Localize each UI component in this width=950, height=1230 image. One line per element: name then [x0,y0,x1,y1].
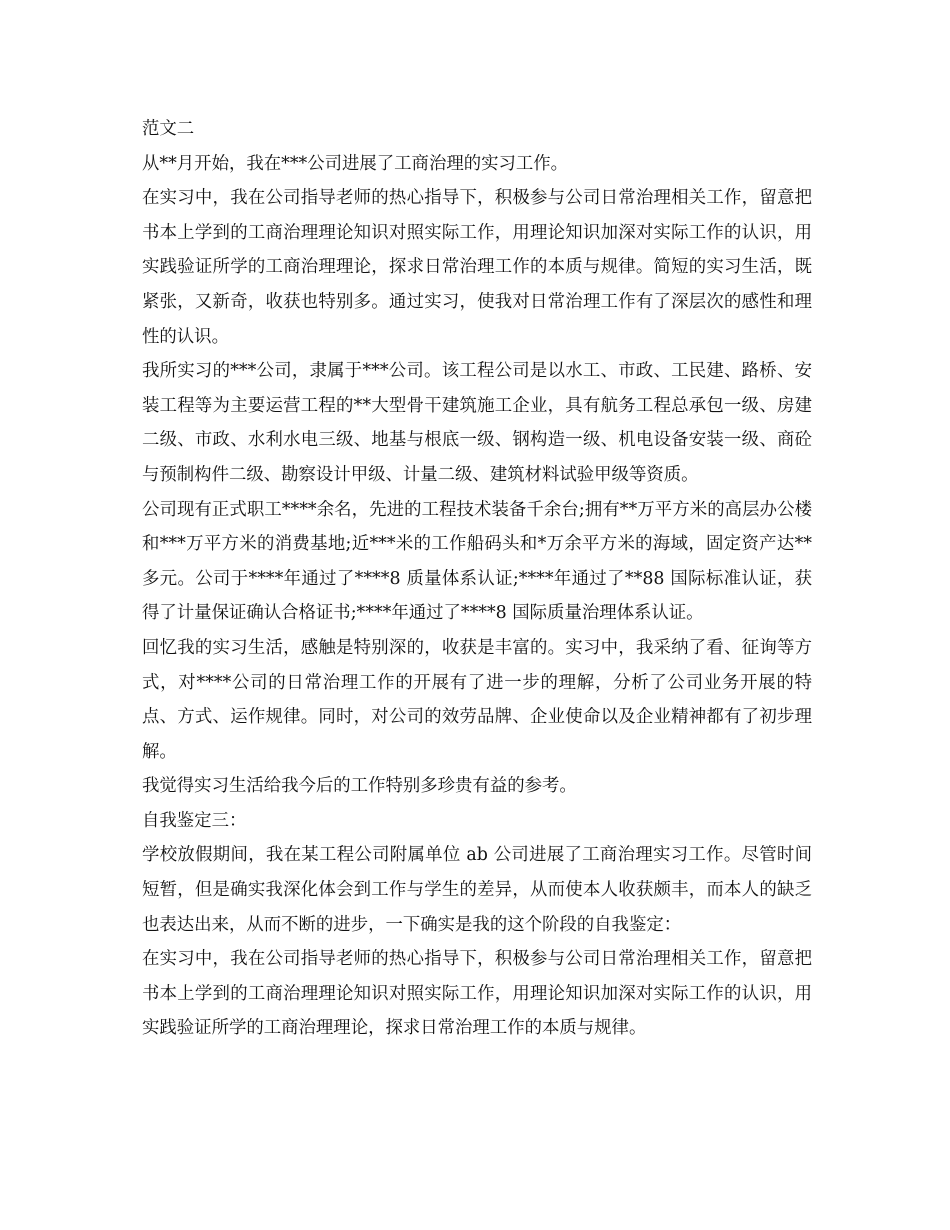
paragraph: 回忆我的实习生活，感触是特别深的，收获是丰富的。实习中，我采纳了看、征询等方式，对****公司的日常治理工作的开展有了进一步的理解，分析了公司业务开展的特点、方式、运作规律。同时，对公司的效劳品牌、企业使命以及企业精神都有了初步理解。 [142,637,812,762]
paragraph: 公司现有正式职工****余名，先进的工程技术装备千余台;拥有**万平方米的高层办公楼和***万平方米的消费基地;近***米的工作船码头和*万余平方米的海域，固定资产达**多元。公司于****年通过了****8 质量体系认证;****年通过了**88 国际标准认证，获得了计量保证确认合格证书;****年通过了****8 国际质量治理体系认证。 [142,499,812,624]
paragraph: 从**月开始，我在***公司进展了工商治理的实习工作。 [142,153,569,174]
paragraph: 学校放假期间，我在某工程公司附属单位 ab 公司进展了工商治理实习工作。尽管时间短暂，但是确实我深化体会到工作与学生的差异，从而使本人收获颇丰，而本人的缺乏也表达出来，从而不断的进步，一下确实是我的这个阶段的自我鉴定： [142,845,812,935]
section-title: 自我鉴定三： [142,810,247,831]
section-title: 范文二 [142,119,195,139]
paragraph: 在实习中，我在公司指导老师的热心指导下，积极参与公司日常治理相关工作，留意把书本上学到的工商治理理论知识对照实际工作，用理论知识加深对实际工作的认识，用实践验证所学的工商治理理论，探求日常治理工作的本质与规律。 [142,949,812,1039]
document-body [142,112,812,1046]
paragraph: 我觉得实习生活给我今后的工作特别多珍贵有益的参考。 [142,776,577,797]
paragraph: 我所实习的***公司，隶属于***公司。该工程公司是以水工、市政、工民建、路桥、安装工程等为主要运营工程的**大型骨干建筑施工企业，具有航务工程总承包一级、房建二级、市政、水利水电三级、地基与根底一级、钢构造一级、机电设备安装一级、商砼与预制构件二级、勘察设计甲级、计量二级、建筑材料试验甲级等资质。 [142,361,812,485]
paragraph: 在实习中，我在公司指导老师的热心指导下，积极参与公司日常治理相关工作，留意把书本上学到的工商治理理论知识对照实际工作，用理论知识加深对实际工作的认识，用实践验证所学的工商治理理论，探求日常治理工作的本质与规律。简短的实习生活，既紧张，又新奇，收获也特别多。通过实习，使我对日常治理工作有了深层次的感性和理性的认识。 [142,188,812,347]
